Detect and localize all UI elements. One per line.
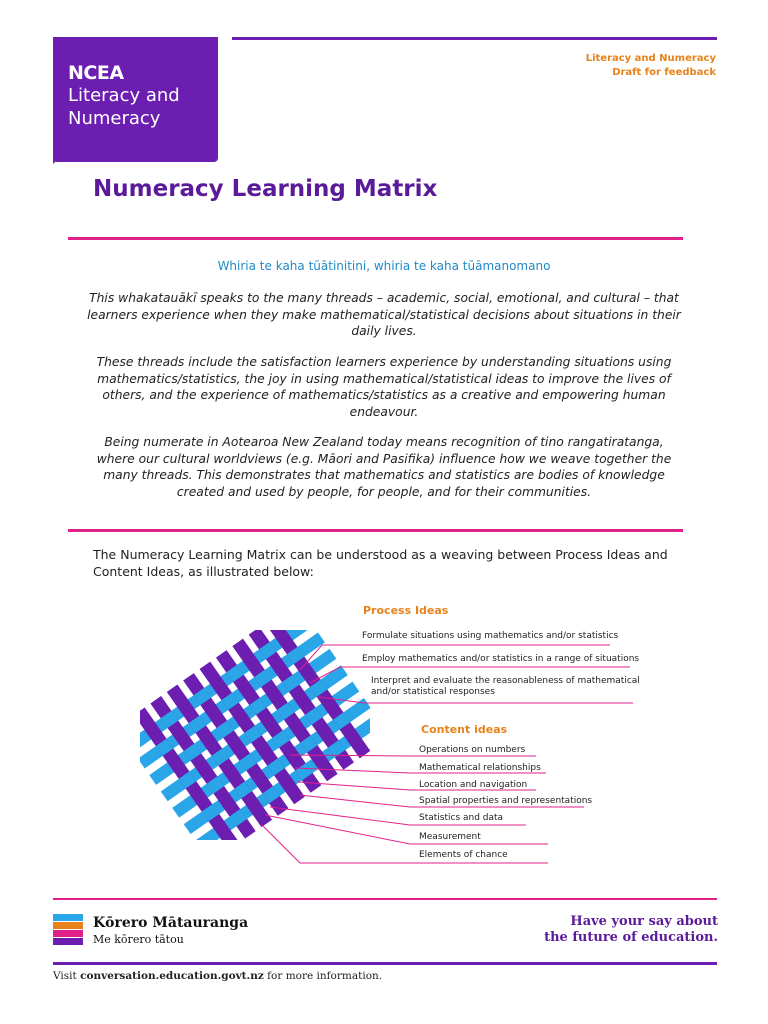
logo-bar-purple [53,938,83,945]
visit-link[interactable]: conversation.education.govt.nz [80,970,264,982]
logo-bar-pink [53,930,83,937]
footer-rule [53,962,717,965]
page-title: Numeracy Learning Matrix [93,176,438,202]
korero-title: Kōrero Mātauranga [93,915,249,931]
content-item-4: Spatial properties and representations [419,796,593,806]
process-item-1: Formulate situations using mathematics and/or statistics [362,631,619,641]
paragraph-2: These threads include the satisfaction learners experience by understanding situations using mathematics/statistics, the joy in using mathematical/statistical ideas to improve the lives of others, and the experience of mathematics/statistics as a creative and empowering human endeavour. [96,355,672,419]
visit-prefix: Visit [53,970,81,982]
footer-divider [53,898,717,900]
have-your-say [544,914,718,946]
top-rule [232,37,717,40]
badge-line-2: Literacy and [68,85,180,106]
process-item-3: Interpret and evaluate the reasonableness of mathematical and/or statistical responses [371,676,640,697]
badge-ncea-text: NCEA [68,62,124,84]
header-right-line-2: Draft for feedback [612,67,716,78]
paragraph-1: This whakatauākī speaks to the many threads – academic, social, emotional, and cultural – that learners experience when they make mathematical/statistical decisions about situations in their daily lives. [87,291,681,338]
paragraph-3: Being numerate in Aotearoa New Zealand today means recognition of tino rangatiratanga, where our cultural worldviews (e.g. Māori and Pasifika) influence how we weave together the many threads. This demonstrates that mathematics and statistics are bodies of knowledge created and used by people, for people, and for their communities. [96,435,672,499]
header-right-text [586,52,716,80]
korero-subtitle: Me kōrero tātou [93,933,184,946]
header-right-line-1: Literacy and Numeracy [585,53,716,64]
content-ideas-heading: Content ideas [421,723,508,736]
visit-text [53,970,382,982]
say-line-2: the future of education. [544,930,718,945]
say-line-1: Have your say about [570,914,718,929]
intro-text: The Numeracy Learning Matrix can be understood as a weaving between Process Ideas and Content Ideas, as illustrated below: [93,547,668,579]
process-item-2: Employ mathematics and/or statistics in a range of situations [362,654,640,664]
content-item-1: Operations on numbers [419,745,526,755]
whakatauki-heading: Whiria te kaha tūātinitini, whiria te kaha tūāmanomano [217,259,551,273]
content-item-2: Mathematical relationships [419,763,541,773]
content-item-6: Measurement [419,832,481,842]
content-item-3: Location and navigation [419,780,528,790]
content-item-5: Statistics and data [419,813,504,823]
logo-bar-blue [53,914,83,921]
process-ideas-heading: Process Ideas [363,604,449,617]
badge-tail [53,146,71,164]
content-item-7: Elements of chance [419,850,508,860]
visit-suffix: for more information. [263,970,383,982]
logo-bar-orange [53,922,83,929]
badge-line-3: Numeracy [68,108,161,129]
divider-2 [68,529,683,532]
divider-1 [68,237,683,240]
